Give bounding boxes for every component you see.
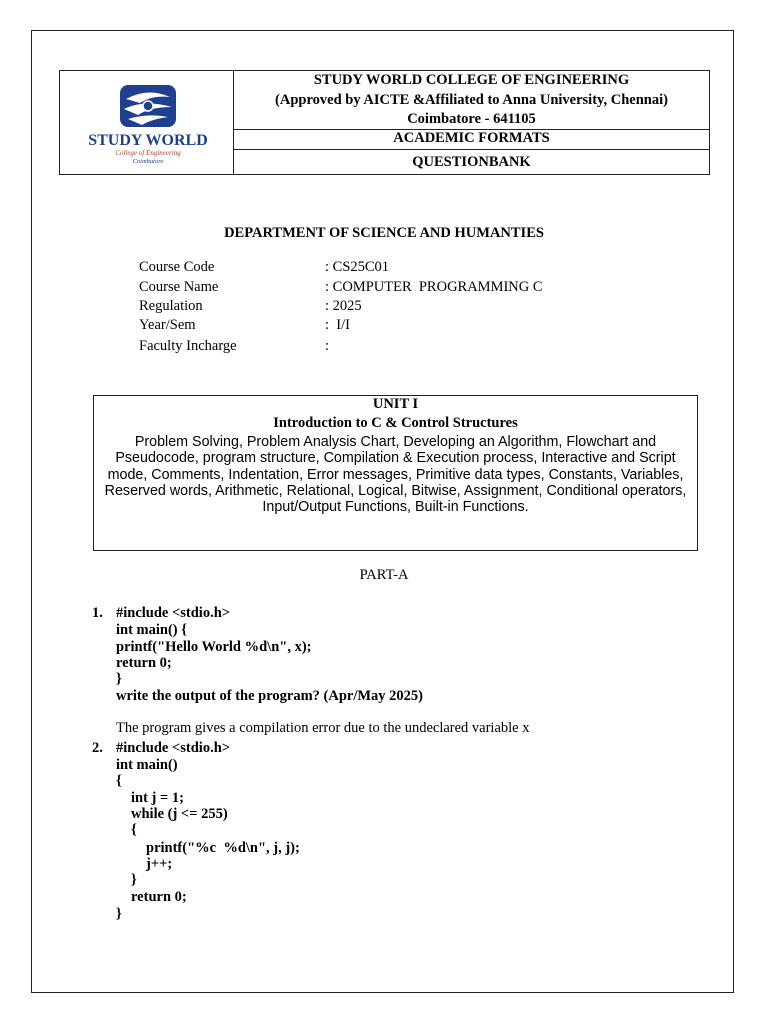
code-line: while (j <= 255) (131, 806, 228, 822)
code-line: printf("%c %d\n", j, j); (146, 840, 300, 856)
code-line: } (131, 872, 137, 888)
code-line: printf("Hello World %d\n", x); (116, 639, 312, 655)
code-line: return 0; (131, 889, 187, 905)
code-line: } (116, 906, 122, 922)
question-prompt: write the output of the program? (Apr/May 2025) (116, 688, 424, 704)
info-value: : 2025 (325, 298, 362, 314)
unit-box (93, 395, 698, 551)
info-label: Course Name (139, 279, 219, 295)
location-line: Coimbatore - 641105 (407, 111, 536, 127)
code-line: } (116, 671, 122, 687)
question-number: 2. (92, 740, 103, 756)
college-name: STUDY WORLD COLLEGE OF ENGINEERING (313, 72, 630, 88)
code-line: #include <stdio.h> (116, 605, 231, 621)
code-line: int j = 1; (131, 790, 184, 806)
info-label: Year/Sem (139, 317, 196, 333)
question-number: 1. (92, 605, 103, 621)
unit-subtitle: Introduction to C & Control Structures (273, 415, 518, 431)
logo-sub2: Coimbatore (132, 158, 164, 165)
approval-line: (Approved by AICTE &Affiliated to Anna University, Chennai) (275, 92, 668, 108)
code-line: { (131, 822, 137, 838)
info-course-code (139, 259, 699, 277)
header-table (59, 70, 710, 175)
info-value: : I/I (325, 317, 350, 333)
info-regulation (139, 298, 699, 316)
info-value: : CS25C01 (325, 259, 390, 275)
department-title: DEPARTMENT OF SCIENCE AND HUMANTIES (224, 225, 544, 241)
code-line: j++; (146, 856, 173, 872)
info-label: Regulation (139, 298, 203, 314)
code-line: int main() { (116, 622, 187, 638)
logo-sub1: College of Engineering (115, 149, 181, 157)
code-line: { (116, 773, 122, 789)
logo-cell (60, 71, 234, 174)
code-line: #include <stdio.h> (116, 740, 231, 756)
unit-title: UNIT I (372, 396, 419, 412)
info-course-name (139, 279, 699, 297)
info-value: : (325, 338, 330, 354)
header-right (234, 71, 709, 174)
info-year-sem (139, 317, 699, 335)
header-divider (234, 149, 709, 150)
logo-brand: STUDY WORLD (88, 132, 208, 149)
academic-formats: ACADEMIC FORMATS (393, 130, 550, 146)
question-bank: QUESTIONBANK (412, 154, 531, 170)
code-line: int main() (116, 757, 178, 773)
info-label: Course Code (139, 259, 215, 275)
unit-description: Problem Solving, Problem Analysis Chart, Developing an Algorithm, Flowchart and Pseudocode, program structure, Compilation & Execution process, Interactive and Script mode, Comments, Indentation, Error messages, Primitive data types, Constants, Variables, Reserved words, Arithmetic, Relational, Logical, Bitwise, Assignment, Conditional operators, Input/Output Functions, Built-in Functions. (104, 434, 687, 516)
info-value: : COMPUTER PROGRAMMING C (325, 279, 543, 295)
info-faculty (139, 338, 699, 356)
college-logo (82, 85, 214, 165)
info-label: Faculty Incharge (139, 338, 237, 354)
answer-text: The program gives a compilation error due to the undeclared variable x (116, 720, 530, 736)
code-line: return 0; (116, 655, 172, 671)
part-title: PART-A (359, 567, 409, 583)
logo-emblem-icon (120, 85, 176, 127)
